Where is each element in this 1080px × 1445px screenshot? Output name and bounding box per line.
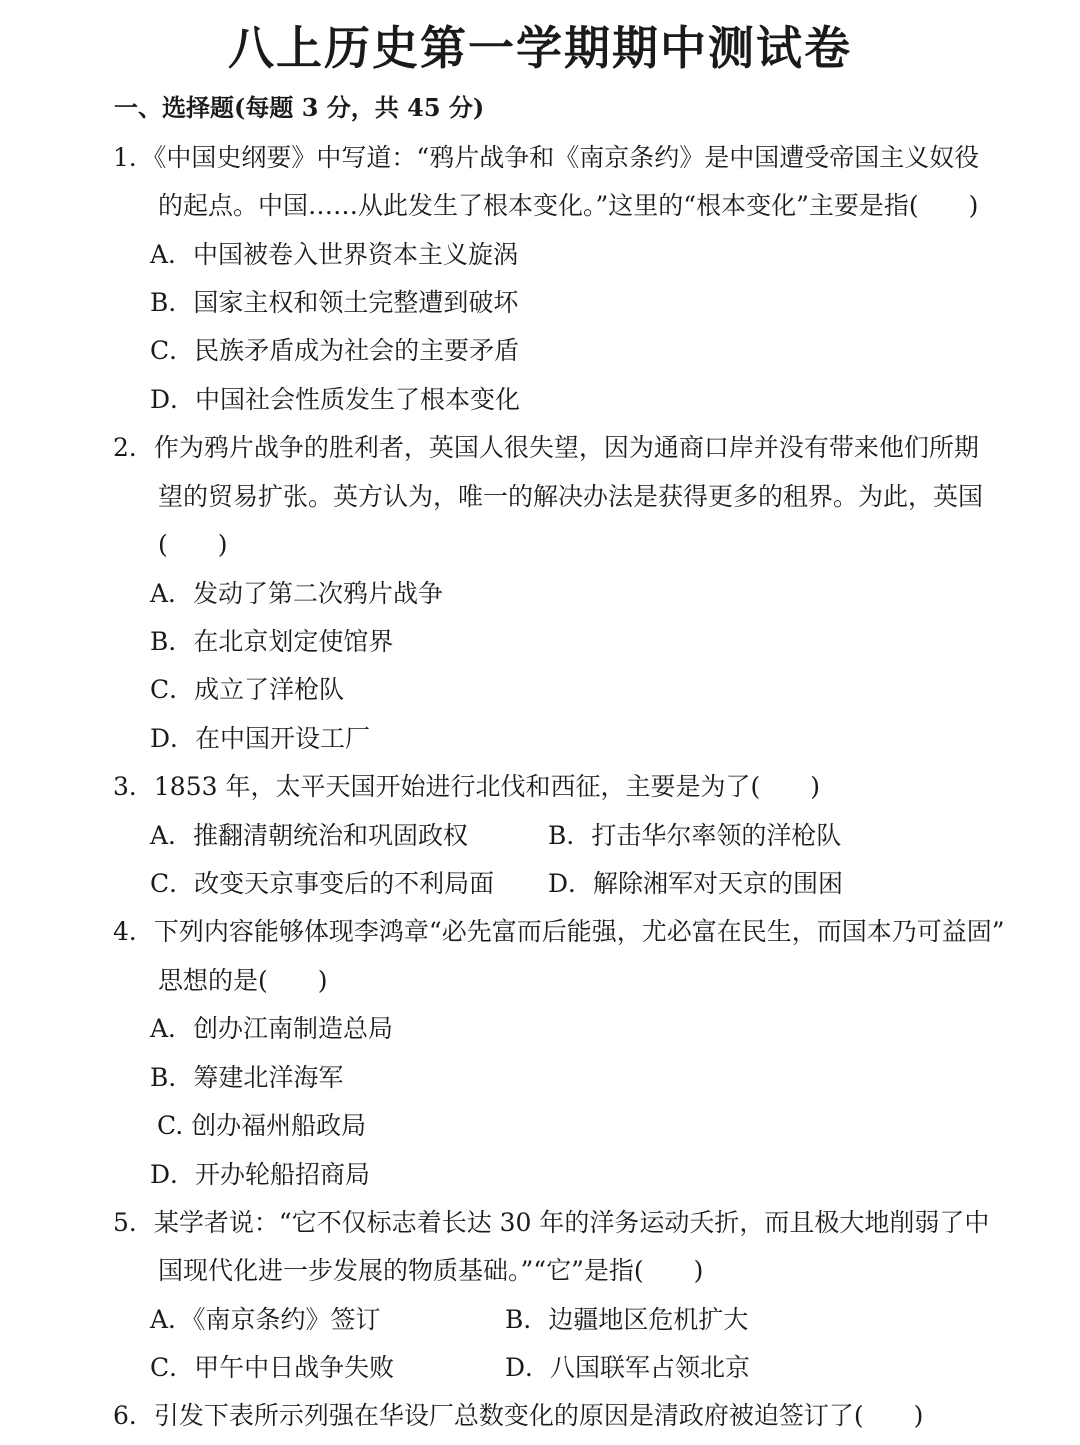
question-2-line-2: 望的贸易扩张。英方认为，唯一的解决办法是获得更多的租界。为此，英国 bbox=[158, 482, 984, 511]
question-2-line-1: 2．作为鸦片战争的胜利者，英国人很失望，因为通商口岸并没有带来他们所期 bbox=[113, 433, 979, 462]
question-3-option-b: B．打击华尔率领的洋枪队 bbox=[548, 821, 842, 850]
question-5-line-1: 5．某学者说：“它不仅标志着长达 30 年的洋务运动夭折，而且极大地削弱了中 bbox=[113, 1208, 990, 1237]
page-title: 八上历史第一学期期中测试卷 bbox=[228, 21, 852, 75]
question-3-line-1: 3．1853 年，太平天国开始进行北伐和西征，主要是为了( ) bbox=[113, 772, 820, 801]
question-1-option-b: B．国家主权和领土完整遭到破坏 bbox=[150, 288, 519, 317]
question-2-option-a: A．发动了第二次鸦片战争 bbox=[150, 579, 444, 608]
question-2-line-3: ( ) bbox=[158, 530, 228, 559]
question-3-option-c: C．改变天京事变后的不利局面 bbox=[150, 869, 495, 898]
question-1-option-d: D．中国社会性质发生了根本变化 bbox=[150, 385, 521, 414]
question-2-option-c: C．成立了洋枪队 bbox=[150, 675, 345, 704]
question-4-option-d: D．开办轮船招商局 bbox=[150, 1160, 371, 1189]
question-1-line-2: 的起点。中国……从此发生了根本变化。”这里的“根本变化”主要是指( ) bbox=[158, 191, 979, 220]
question-5-option-a: A．《南京条约》签订 bbox=[150, 1305, 381, 1334]
question-2-option-d: D．在中国开设工厂 bbox=[150, 724, 371, 753]
question-4-line-1: 4．下列内容能够体现李鸿章“必先富而后能强，尤必富在民生，而国本乃可益固” bbox=[113, 917, 1005, 946]
question-1-option-a: A．中国被卷入世界资本主义旋涡 bbox=[150, 240, 519, 269]
question-5-option-c: C．甲午中日战争失败 bbox=[150, 1353, 395, 1382]
question-5-option-b: B．边疆地区危机扩大 bbox=[505, 1305, 749, 1334]
question-1-line-1: 1．《中国史纲要》中写道：“鸦片战争和《南京条约》是中国遭受帝国主义奴役 bbox=[113, 143, 980, 172]
question-4-option-b: B．筹建北洋海军 bbox=[150, 1063, 344, 1092]
question-3-option-d: D．解除湘军对天京的围困 bbox=[548, 869, 844, 898]
question-5-option-d: D．八国联军占领北京 bbox=[505, 1353, 751, 1382]
question-5-line-2: 国现代化进一步发展的物质基础。”“它”是指( ) bbox=[158, 1256, 704, 1285]
question-6-line-1: 6．引发下表所示列强在华设厂总数变化的原因是清政府被迫签订了( ) bbox=[113, 1401, 924, 1430]
question-1-option-c: C．民族矛盾成为社会的主要矛盾 bbox=[150, 336, 520, 365]
question-3-option-a: A．推翻清朝统治和巩固政权 bbox=[150, 821, 469, 850]
question-4-line-2: 思想的是( ) bbox=[158, 966, 328, 995]
question-4-option-c: C. 创办福州船政局 bbox=[157, 1111, 367, 1140]
question-2-option-b: B．在北京划定使馆界 bbox=[150, 627, 394, 656]
question-4-option-a: A．创办江南制造总局 bbox=[150, 1014, 394, 1043]
section-heading: 一、选择题(每题 3 分，共 45 分) bbox=[114, 93, 485, 122]
